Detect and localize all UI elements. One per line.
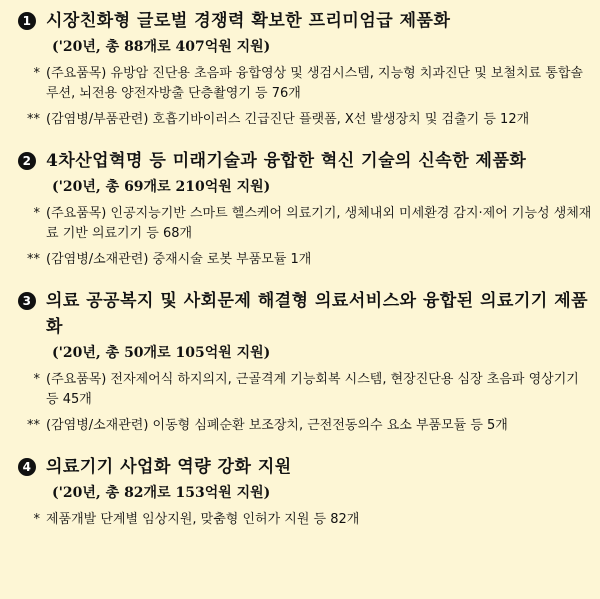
bullet-item [18,510,594,530]
section-4 [18,454,594,530]
bullet-item [18,250,594,270]
bullet-text: (주요품목) 인공지능기반 스마트 헬스케어 의료기기, 생체내외 미세환경 감지·제어 기능성 생체재료 기반 의료기기 등 68개 [46,206,592,241]
bullet-mark: * [33,512,40,527]
section-summary: ('20년, 총 69개로 210억원 지원) [52,179,271,195]
bullet-text: (주요품목) 유방암 진단용 초음파 융합영상 및 생검시스템, 지능형 치과진단 및 보철치료 통합솔루션, 뇌전용 양전자방출 단층촬영기 등 76개 [46,66,583,101]
bullet-mark: * [33,206,40,221]
section-2 [18,148,594,270]
section-summary: ('20년, 총 82개로 153억원 지원) [52,485,271,501]
bullet-item [18,64,594,104]
section-title: 4차산업혁명 등 미래기술과 융합한 혁신 기술의 신속한 제품화 [46,151,527,171]
bullet-text: (감염병/소재관련) 중재시술 로봇 부품모듈 1개 [46,252,312,267]
bullet-item [18,370,594,410]
bullet-item [18,110,594,130]
bullet-text: 제품개발 단계별 임상지원, 맞춤형 인허가 지원 등 82개 [46,512,360,527]
bullet-mark: ** [27,418,40,433]
section-title: 의료기기 사업화 역량 강화 지원 [46,457,292,477]
bullet-text: (감염병/소재관련) 이동형 심폐순환 보조장치, 근전전동의수 요소 부품모듈 등 5개 [46,418,508,433]
section-heading [18,148,594,174]
bullet-mark: ** [27,252,40,267]
bullet-text: (감염병/부품관련) 호흡기바이러스 긴급진단 플랫폼, X선 발생장치 및 검출기 등 12개 [46,112,530,127]
section-summary: ('20년, 총 50개로 105억원 지원) [52,345,271,361]
section-3 [18,288,594,436]
section-1 [18,8,594,130]
section-number-badge: 3 [18,292,36,310]
bullet-mark: * [33,372,40,387]
section-title: 시장친화형 글로벌 경쟁력 확보한 프리미엄급 제품화 [46,11,451,31]
section-summary: ('20년, 총 88개로 407억원 지원) [52,39,271,55]
section-heading [18,454,594,480]
section-number-badge: 2 [18,152,36,170]
bullet-item [18,416,594,436]
bullet-item [18,204,594,244]
section-heading [18,288,594,340]
bullet-text: (주요품목) 전자제어식 하지의지, 근골격계 기능회복 시스템, 현장진단용 심장 초음파 영상기기 등 45개 [46,372,579,407]
section-heading [18,8,594,34]
bullet-mark: * [33,66,40,81]
section-number-badge: 4 [18,458,36,476]
section-number-badge: 1 [18,12,36,30]
bullet-mark: ** [27,112,40,127]
section-title: 의료 공공복지 및 사회문제 해결형 의료서비스와 융합된 의료기기 제품화 [46,291,589,337]
